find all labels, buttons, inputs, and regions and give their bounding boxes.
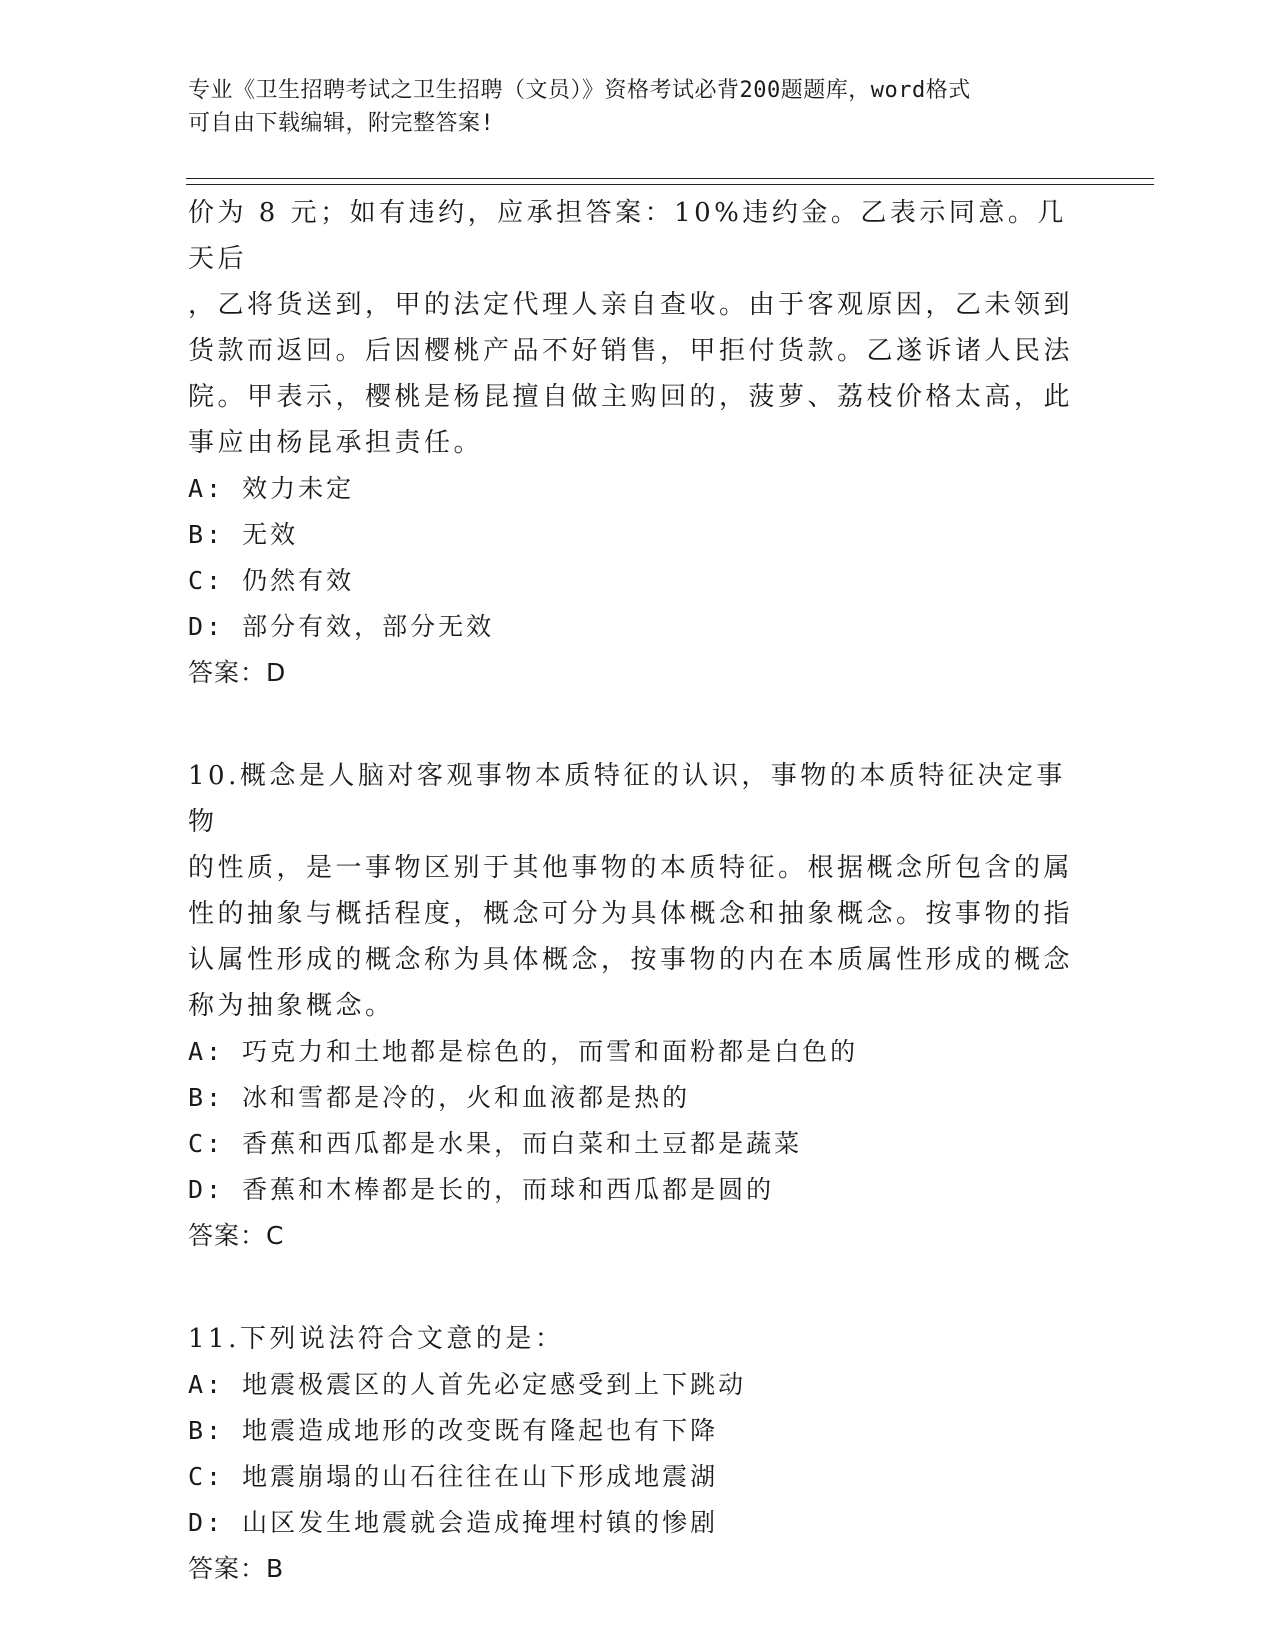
header-divider-bottom [186,184,1154,185]
question-stem-line: 11.下列说法符合文意的是： [188,1324,565,1354]
question-stem-line: 事应由杨昆承担责任。 [188,428,484,458]
option-b: B: 冰和雪都是冷的，火和血液都是热的 [188,1083,691,1112]
answer-line: 答案：C [188,1221,285,1250]
option-b: B: 无效 [188,520,299,549]
document-header [188,74,1088,140]
option-a: A: 效力未定 [188,474,355,503]
option-c: C: 地震崩塌的山石往往在山下形成地震湖 [188,1462,719,1491]
header-divider-top [186,178,1154,179]
question-stem-line: 价为 8 元；如有违约，应承担答案：10%违约金。乙表示同意。几天后 [188,198,1067,274]
question-stem-line: 的性质，是一事物区别于其他事物的本质特征。根据概念所包含的属 [188,853,1074,883]
option-d: D: 部分有效，部分无效 [188,612,495,641]
option-d: D: 山区发生地震就会造成掩埋村镇的惨剧 [188,1508,719,1537]
question-content [188,190,1088,1592]
option-d: D: 香蕉和木棒都是长的，而球和西瓜都是圆的 [188,1175,775,1204]
question-spacer [188,1259,1088,1316]
question-item [188,753,1088,1259]
option-a: A: 巧克力和土地都是棕色的，而雪和面粉都是白色的 [188,1037,859,1066]
option-c: C: 仍然有效 [188,566,355,595]
header-line-2: 可自由下载编辑，附完整答案! [188,111,495,136]
option-c: C: 香蕉和西瓜都是水果，而白菜和土豆都是蔬菜 [188,1129,803,1158]
answer-line: 答案：D [188,658,287,687]
question-stem-line: 货款而返回。后因樱桃产品不好销售，甲拒付货款。乙遂诉诸人民法 [188,336,1074,366]
question-stem-line: 称为抽象概念。 [188,991,395,1021]
question-item [188,1316,1088,1592]
answer-line: 答案：B [188,1554,285,1583]
option-b: B: 地震造成地形的改变既有隆起也有下降 [188,1416,719,1445]
question-stem-line: 院。甲表示，樱桃是杨昆擅自做主购回的，菠萝、荔枝价格太高，此 [188,382,1074,412]
header-line-1: 专业《卫生招聘考试之卫生招聘（文员）》资格考试必背200题题库，word格式 [188,78,971,103]
question-spacer [188,696,1088,753]
option-a: A: 地震极震区的人首先必定感受到上下跳动 [188,1370,747,1399]
question-item [188,190,1088,696]
question-stem-line: 性的抽象与概括程度，概念可分为具体概念和抽象概念。按事物的指 [188,899,1074,929]
question-stem-line: 认属性形成的概念称为具体概念，按事物的内在本质属性形成的概念 [188,945,1074,975]
question-stem-line: 10.概念是人脑对客观事物本质特征的认识，事物的本质特征决定事物 [188,761,1066,837]
question-stem-line: ，乙将货送到，甲的法定代理人亲自查收。由于客观原因，乙未领到 [188,290,1074,320]
